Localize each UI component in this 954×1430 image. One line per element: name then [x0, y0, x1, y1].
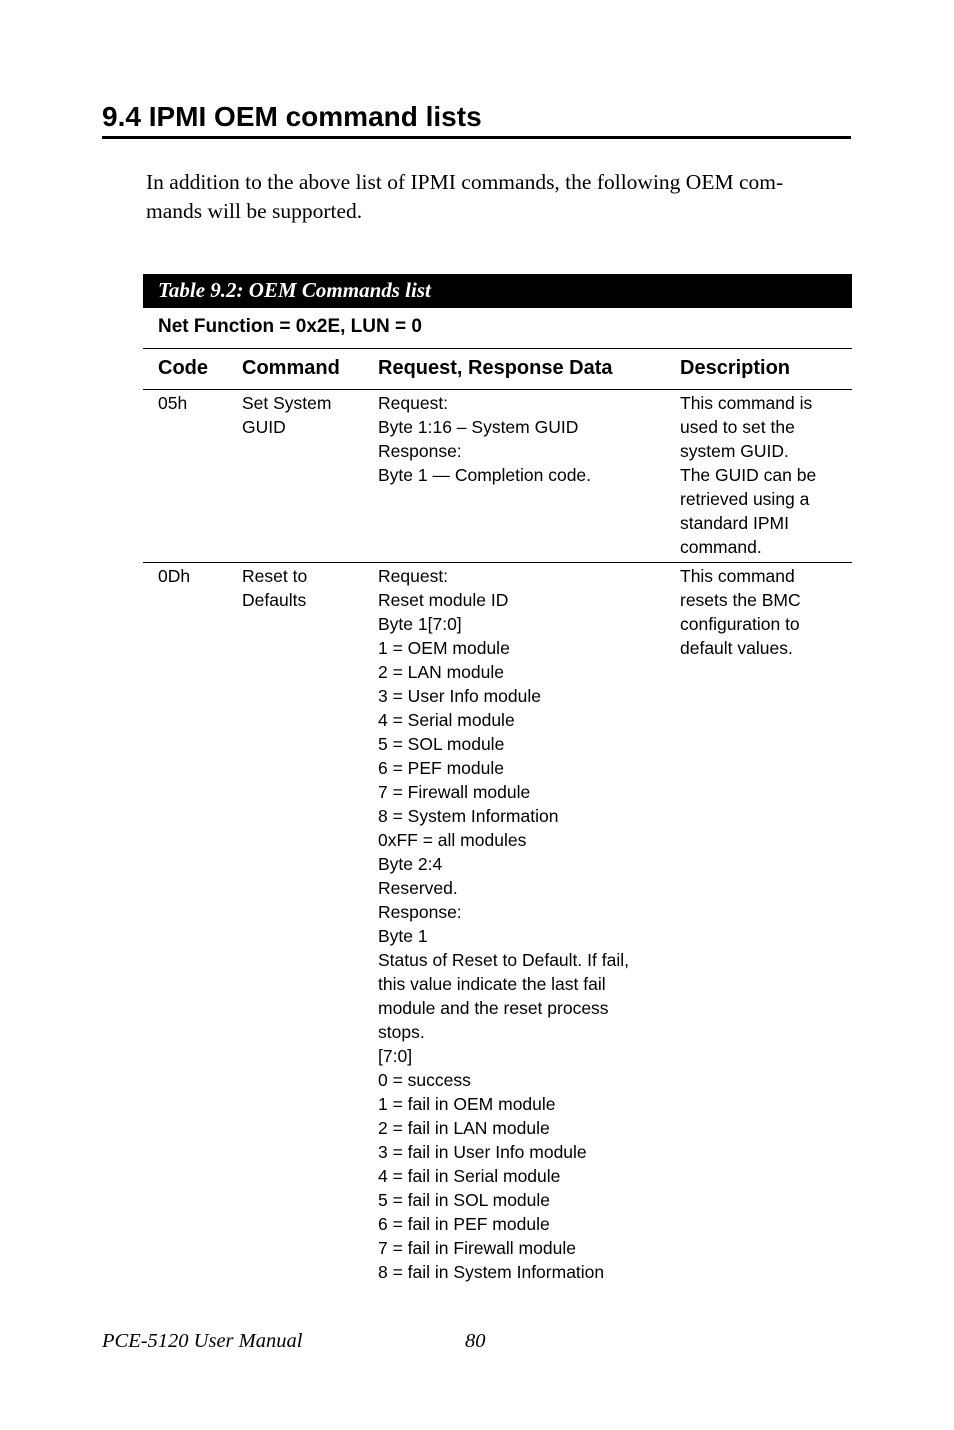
command-line: GUID: [242, 417, 286, 437]
data-line: Byte 1: [378, 926, 428, 946]
data-line: this value indicate the last fail: [378, 974, 606, 994]
description-line: command.: [680, 537, 762, 557]
data-line: Request:: [378, 566, 449, 586]
data-line: 7 = Firewall module: [378, 782, 531, 802]
data-line: 0xFF = all modules: [378, 830, 527, 850]
command-line: Reset to: [242, 566, 308, 586]
column-header-code: Code: [158, 357, 208, 379]
data-line: 8 = fail in System Information: [378, 1262, 605, 1282]
net-function-label: Net Function = 0x2E, LUN = 0: [158, 316, 422, 337]
table-caption: Table 9.2: OEM Commands list: [143, 274, 852, 308]
data-line: 8 = System Information: [378, 806, 559, 826]
data-line: [7:0]: [378, 1046, 413, 1066]
row-data: [378, 391, 591, 487]
table-divider: [143, 562, 852, 563]
description-line: This command: [680, 566, 795, 586]
footer-page-number: 80: [465, 1330, 486, 1352]
data-line: Request:: [378, 393, 449, 413]
data-line: Byte 1:16 – System GUID: [378, 417, 579, 437]
footer-manual-title: PCE-5120 User Manual: [102, 1330, 303, 1352]
column-header-command: Command: [242, 357, 340, 379]
data-line: 6 = PEF module: [378, 758, 504, 778]
data-line: Byte 2:4: [378, 854, 443, 874]
data-line: 3 = User Info module: [378, 686, 541, 706]
intro-line: mands will be supported.: [146, 199, 363, 223]
row-command: [242, 391, 331, 439]
section-heading: 9.4 IPMI OEM command lists: [102, 98, 851, 139]
description-line: configuration to: [680, 614, 800, 634]
data-line: stops.: [378, 1022, 425, 1042]
data-line: Reserved.: [378, 878, 458, 898]
description-line: standard IPMI: [680, 513, 789, 533]
description-line: used to set the: [680, 417, 795, 437]
data-line: 1 = fail in OEM module: [378, 1094, 556, 1114]
data-line: 4 = Serial module: [378, 710, 515, 730]
intro-line: In addition to the above list of IPMI commands, the following OEM com-: [146, 170, 784, 194]
data-line: 4 = fail in Serial module: [378, 1166, 561, 1186]
data-line: Response:: [378, 441, 462, 461]
data-line: 1 = OEM module: [378, 638, 510, 658]
data-line: 5 = SOL module: [378, 734, 505, 754]
description-line: retrieved using a: [680, 489, 810, 509]
row-command: [242, 564, 307, 612]
table-divider: [143, 348, 852, 349]
data-line: 3 = fail in User Info module: [378, 1142, 587, 1162]
data-line: 7 = fail in Firewall module: [378, 1238, 576, 1258]
data-line: Byte 1[7:0]: [378, 614, 462, 634]
row-code: 05h: [158, 393, 188, 413]
description-line: default values.: [680, 638, 793, 658]
row-data: [378, 564, 629, 1284]
row-description: [680, 391, 816, 559]
data-line: 2 = LAN module: [378, 662, 504, 682]
data-line: Reset module ID: [378, 590, 509, 610]
description-line: system GUID.: [680, 441, 789, 461]
command-line: Defaults: [242, 590, 307, 610]
column-header-data: Request, Response Data: [378, 357, 613, 379]
data-line: 2 = fail in LAN module: [378, 1118, 550, 1138]
data-line: 5 = fail in SOL module: [378, 1190, 551, 1210]
description-line: resets the BMC: [680, 590, 801, 610]
row-code: 0Dh: [158, 566, 191, 586]
data-line: module and the reset process: [378, 998, 609, 1018]
table-divider: [143, 389, 852, 390]
data-line: Response:: [378, 902, 462, 922]
description-line: The GUID can be: [680, 465, 817, 485]
column-header-description: Description: [680, 357, 791, 379]
data-line: 0 = success: [378, 1070, 471, 1090]
data-line: Byte 1 — Completion code.: [378, 465, 592, 485]
command-line: Set System: [242, 393, 332, 413]
data-line: Status of Reset to Default. If fail,: [378, 950, 629, 970]
data-line: 6 = fail in PEF module: [378, 1214, 550, 1234]
row-description: [680, 564, 801, 660]
description-line: This command is: [680, 393, 813, 413]
intro-paragraph: [146, 168, 852, 226]
